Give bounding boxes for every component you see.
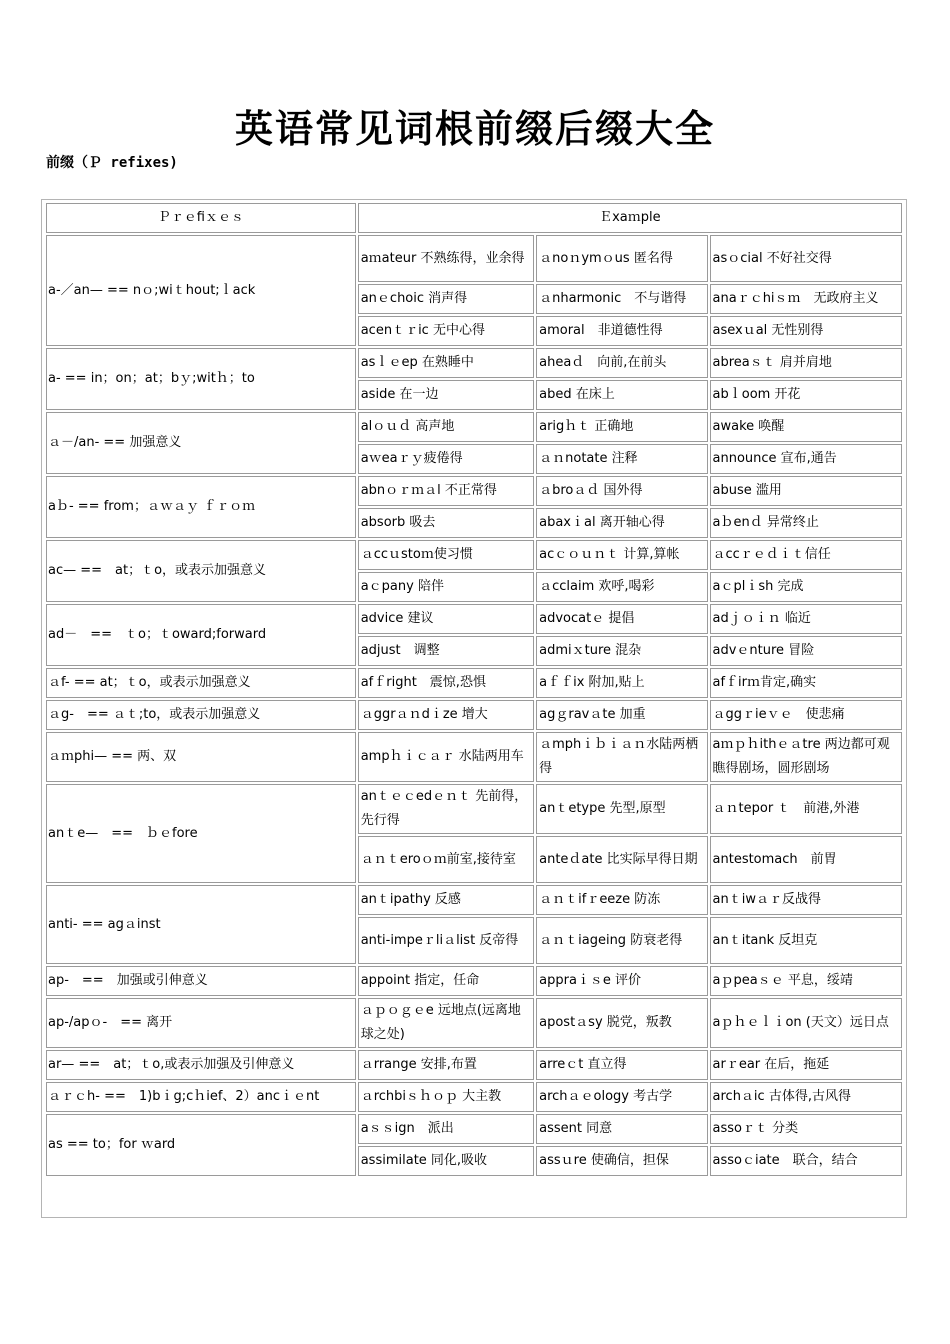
example-cell: abｌoom 开花 [710,380,902,410]
example-cell: aｐpeaｓｅ 平息，绥靖 [710,966,902,996]
header-prefixes: Ｐｒｅfiｘｅｓ [46,203,356,233]
example-cell: ａggrａｎdｉze 增大 [358,700,534,730]
example-cell: aｃpany 陪伴 [358,572,534,602]
example-cell: arigｈｔ 正确地 [536,412,707,442]
prefix-cell: ａｒｃh- == 1)bｉg;cｈief、2）ancｉｅnt [46,1082,356,1112]
example-cell: ａｎtepor ｔ 前港,外港 [710,784,902,834]
table-row [46,348,902,378]
example-cell: aｂenｄ 异常终止 [710,508,902,538]
example-cell: admiｘture 混杂 [536,636,707,666]
example-cell: abuse 滥用 [710,476,902,506]
prefix-cell: ar— == at；ｔo,或表示加强及引伸意义 [46,1050,356,1080]
example-cell: ａccｒｅｄｉｔ信任 [710,540,902,570]
example-cell: ａｎｔeroｏｍ前室,接待室 [358,836,534,883]
example-cell: aｍｐｈithｅａtre 两边都可观瞧得剧场，圆形剧场 [710,732,902,782]
table-row [46,732,902,782]
example-cell: abaxｉal 离开轴心得 [536,508,707,538]
example-cell: acｃｏｕｎｔ 计算,算帐 [536,540,707,570]
table-row [46,966,902,996]
example-cell: ａnoｎymｏus 匿名得 [536,235,707,282]
example-cell: abnｏｒｍａl 不正常得 [358,476,534,506]
table-row [46,540,902,570]
prefix-table [44,201,904,1178]
example-cell: asｏcial 不好社交得 [710,235,902,282]
table-row [46,668,902,698]
example-cell: adjust 调整 [358,636,534,666]
example-cell: advice 建议 [358,604,534,634]
example-cell: agｇravａte 加重 [536,700,707,730]
prefix-cell: aｂ- == from；ａｗａｙ ｆｒｏｍ [46,476,356,538]
prefix-cell: ａ－/an- == 加强意义 [46,412,356,474]
header-example: Ｅxaｍple [358,203,902,233]
example-cell: ａnharmonic 不与谐得 [536,284,707,314]
example-cell: appoint 指定，任命 [358,966,534,996]
prefix-cell: a- == in；on；at；bｙ;witｈ；to [46,348,356,410]
example-cell: ａｐｏｇｅe 远地点(远离地球之处) [358,998,534,1048]
example-cell: ａggｒieｖｅ 使悲痛 [710,700,902,730]
table-row [46,1082,902,1112]
example-cell: asｌｅep 在熟睡中 [358,348,534,378]
page-title: 英语常见词根前缀后缀大全 [234,106,715,151]
table-row [46,998,902,1048]
example-cell: afｆright 震惊,恐惧 [358,668,534,698]
prefix-cell: ａf- == at；ｔo，或表示加强意义 [46,668,356,698]
example-cell: appraｉｓe 评价 [536,966,707,996]
example-cell: assimilate 同化,吸收 [358,1146,534,1176]
example-cell: archａic 古体得,古风得 [710,1082,902,1112]
prefix-cell: ac— == at；ｔo，或表示加强意义 [46,540,356,602]
example-cell: anｔipathy 反感 [358,885,534,915]
example-cell: aside 在一边 [358,380,534,410]
example-cell: arｒear 在后，拖延 [710,1050,902,1080]
prefix-cell: ａｍphi— == 两、双 [46,732,356,782]
prefix-cell: ａg- == ａｔ;to，或表示加强意义 [46,700,356,730]
section-heading: 前缀（Ｐ refixes) [46,155,178,171]
example-cell: ａｎｔifｒeeze 防冻 [536,885,707,915]
example-cell: asexｕal 无性别得 [710,316,902,346]
example-cell: alｏｕｄ 高声地 [358,412,534,442]
prefix-cell: anti- == agａinst [46,885,356,964]
example-cell: anteｄate 比实际早得日期 [536,836,707,883]
example-cell: acenｔｒic 无中心得 [358,316,534,346]
example-cell: antestomach 前胃 [710,836,902,883]
example-cell: absorb 吸去 [358,508,534,538]
table-row [46,412,902,442]
example-cell: anｔetype 先型,原型 [536,784,707,834]
prefix-cell: anｔe— == ｂｅfore [46,784,356,883]
prefix-cell: ad－ == ｔo；ｔoward;forward [46,604,356,666]
example-cell: ａrchbiｓｈｏｐ 大主教 [358,1082,534,1112]
example-cell: advｅnture 冒险 [710,636,902,666]
prefix-cell: a-／an— == nｏ;wiｔhout;ｌack [46,235,356,346]
example-cell: aｓｓign 派出 [358,1114,534,1144]
example-cell: ａbroａｄ 国外得 [536,476,707,506]
example-cell: anaｒｃhiｓｍ 无政府主义 [710,284,902,314]
example-cell: anｔiwａｒ反战得 [710,885,902,915]
example-cell: announce 宣布,通告 [710,444,902,474]
example-cell: ampｈｉｃａｒ 水陆两用车 [358,732,534,782]
example-cell: ａmphｉｂｉａｎ水陆两栖得 [536,732,707,782]
table-row [46,235,902,282]
table-row [46,476,902,506]
table-header-row [46,203,902,233]
example-cell: ａcclaim 欢呼,喝彩 [536,572,707,602]
example-cell: assoｒｔ 分类 [710,1114,902,1144]
table-row [46,700,902,730]
example-cell: archａｅology 考古学 [536,1082,707,1112]
prefix-table-body [46,203,902,1176]
table-row [46,604,902,634]
example-cell: assoｃiate 联合，结合 [710,1146,902,1176]
example-cell: advocatｅ 提倡 [536,604,707,634]
prefix-cell: ap- == 加强或引伸意义 [46,966,356,996]
example-cell: apostａsy 脱党，叛教 [536,998,707,1048]
table-row [46,784,902,834]
example-cell: abreaｓｔ 肩并肩地 [710,348,902,378]
example-cell: aｍateur 不熟练得，业余得 [358,235,534,282]
example-cell: assent 同意 [536,1114,707,1144]
prefix-cell: as == to；for ｗard [46,1114,356,1176]
example-cell: ａｎｔiageing 防衰老得 [536,917,707,964]
example-cell: arreｃt 直立得 [536,1050,707,1080]
table-row [46,885,902,915]
example-cell: amoral 非道德性得 [536,316,707,346]
table-row [46,1050,902,1080]
example-cell: anti-impeｒliａlist 反帝得 [358,917,534,964]
prefix-cell: ap-/apｏ- == 离开 [46,998,356,1048]
example-cell: afｆirｍ肯定,确实 [710,668,902,698]
example-cell: aｆｆix 附加,贴上 [536,668,707,698]
example-cell: anｔｅｃedｅｎｔ 先前得，先行得 [358,784,534,834]
example-cell: ａｎnotate 注释 [536,444,707,474]
example-cell: adｊｏｉｎ 临近 [710,604,902,634]
example-cell: aｗeaｒｙ疲倦得 [358,444,534,474]
example-cell: ａrrange 安排,布置 [358,1050,534,1080]
table-row [46,1114,902,1144]
example-cell: abed 在床上 [536,380,707,410]
example-cell: anｅchoic 消声得 [358,284,534,314]
example-cell: anｔitank 反坦克 [710,917,902,964]
example-cell: aheaｄ 向前,在前头 [536,348,707,378]
example-cell: ａccｕstoｍ使习惯 [358,540,534,570]
example-cell: aｐｈｅｌｉon (天文）远日点 [710,998,902,1048]
example-cell: awake 唤醒 [710,412,902,442]
example-cell: aｃplｉsh 完成 [710,572,902,602]
example-cell: assｕre 使确信，担保 [536,1146,707,1176]
